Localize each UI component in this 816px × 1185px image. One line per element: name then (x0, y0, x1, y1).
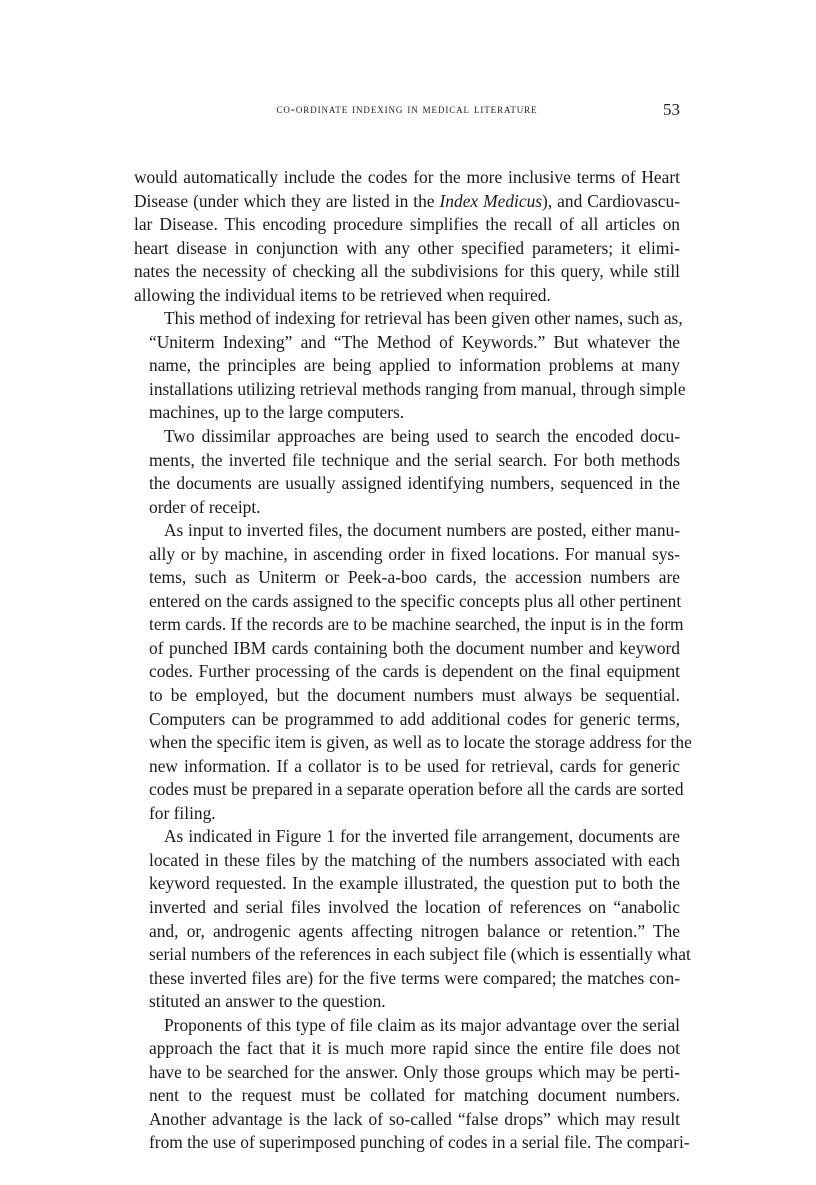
text-line: entered on the cards assigned to the specific concepts plus all other pertinent (149, 590, 682, 611)
text-line: stituted an answer to the question. (149, 991, 386, 1012)
text-line: “Uniterm Indexing” and “The Method of Keywords.” But whatever the (149, 331, 680, 352)
text-line: term cards. If the records are to be machine searched, the input is in the form (149, 614, 684, 635)
page-number: 53 (663, 100, 680, 119)
text-line: when the specific item is given, as well as to locate the storage address for the (149, 732, 692, 753)
text-line: and, or, androgenic agents affecting nitrogen balance or retention.” The (149, 920, 680, 941)
body-text (134, 166, 692, 1155)
text-line: machines, up to the large computers. (149, 402, 405, 423)
text-line: lar Disease. This encoding procedure simplifies the recall of all articles on (134, 214, 680, 235)
text-line: Computers can be programmed to add additional codes for generic terms, (149, 708, 680, 729)
text-line: for filing. (149, 802, 216, 823)
text-line: ments, the inverted file technique and the serial search. For both methods (149, 449, 680, 470)
text-line: the documents are usually assigned identifying numbers, sequenced in the (149, 473, 680, 494)
text-line: to be employed, but the document numbers must always be sequential. (149, 685, 680, 706)
text-line: located in these files by the matching of the numbers associated with each (149, 849, 680, 870)
text-line: nates the necessity of checking all the subdivisions for this query, while still (134, 261, 680, 282)
paragraph (134, 825, 691, 1013)
text-line: new information. If a collator is to be used for retrieval, cards for generic (149, 755, 680, 776)
text-line: order of receipt. (149, 496, 261, 517)
text-line: inverted and serial files involved the location of references on “anabolic (149, 896, 680, 917)
running-head: co-ordinate indexing in medical literature (276, 102, 538, 116)
text-line: ally or by machine, in ascending order in fixed locations. For manual sys- (149, 543, 680, 564)
text-line: As indicated in Figure 1 for the inverted file arrangement, documents are (164, 826, 680, 847)
page-header (134, 100, 680, 122)
text-line: have to be searched for the answer. Only those groups which may be perti- (149, 1061, 680, 1082)
text-line: approach the fact that it is much more rapid since the entire file does not (149, 1038, 680, 1059)
text-line: Another advantage is the lack of so-called “false drops” which may result (149, 1108, 680, 1129)
text-line: codes. Further processing of the cards is dependent on the final equipment (149, 661, 680, 682)
text-line: nent to the request must be collated for matching document numbers. (149, 1085, 680, 1106)
text-line: would automatically include the codes for the more inclusive terms of Heart (134, 167, 680, 187)
text-line: serial numbers of the references in each subject file (which is essentially what (149, 944, 691, 965)
text-line: Disease (under which they are listed in the Index Medicus), and Cardiovascu- (134, 190, 680, 211)
text-line: Two dissimilar approaches are being used to search the encoded docu- (164, 426, 680, 447)
text-line: allowing the individual items to be retrieved when required. (134, 284, 551, 305)
text-line: Proponents of this type of file claim as its major advantage over the serial (164, 1014, 680, 1035)
paragraph (134, 166, 680, 307)
text-line: As input to inverted files, the document numbers are posted, either manu- (164, 520, 680, 541)
text-line: codes must be prepared in a separate operation before all the cards are sorted (149, 779, 684, 800)
text-line: heart disease in conjunction with any other specified parameters; it elimi- (134, 237, 680, 258)
italic-title: Index Medicus (439, 190, 543, 211)
paragraph (134, 1014, 690, 1155)
text-line: from the use of superimposed punching of codes in a serial file. The compari- (149, 1132, 690, 1153)
text-line: This method of indexing for retrieval has been given other names, such as, (164, 308, 683, 329)
paragraph (134, 519, 692, 825)
text-line: these inverted files are) for the five terms were compared; the matches con- (149, 967, 680, 988)
paragraph (134, 307, 686, 425)
text-line: keyword requested. In the example illustrated, the question put to both the (149, 873, 680, 894)
paragraph (134, 425, 680, 519)
text-line: tems, such as Uniterm or Peek-a-boo cards, the accession numbers are (149, 567, 680, 588)
text-line: installations utilizing retrieval methods ranging from manual, through simple (149, 378, 686, 399)
text-line: of punched IBM cards containing both the document number and keyword (149, 637, 680, 658)
text-line: name, the principles are being applied to information problems at many (149, 355, 680, 376)
